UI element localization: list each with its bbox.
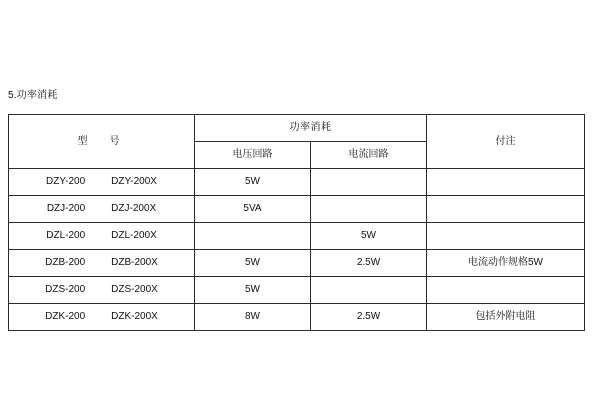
power-consumption-table bbox=[8, 114, 585, 331]
cell-voltage-circuit: 5VA bbox=[195, 196, 311, 223]
table-row bbox=[9, 250, 585, 277]
table-row bbox=[9, 223, 585, 250]
table-header bbox=[9, 115, 585, 169]
model-code-variant: DZL-200X bbox=[111, 230, 157, 241]
model-code-primary: DZY-200 bbox=[46, 176, 86, 187]
section-heading: 5.功率消耗 bbox=[8, 90, 58, 101]
model-code-variant: DZB-200X bbox=[111, 257, 158, 268]
header-power-consumption: 功率消耗 bbox=[195, 115, 427, 142]
model-code-primary: DZK-200 bbox=[45, 311, 86, 322]
cell-note bbox=[427, 169, 585, 196]
cell-note: 电流动作规格5W bbox=[427, 250, 585, 277]
model-code-variant: DZK-200X bbox=[111, 311, 158, 322]
cell-current-circuit: 5W bbox=[311, 223, 427, 250]
cell-note bbox=[427, 196, 585, 223]
model-code-variant: DZJ-200X bbox=[111, 203, 157, 214]
cell-voltage-circuit: 8W bbox=[195, 304, 311, 331]
cell-current-circuit bbox=[311, 196, 427, 223]
header-current-circuit: 电流回路 bbox=[311, 142, 427, 169]
cell-current-circuit: 2.5W bbox=[311, 304, 427, 331]
cell-voltage-circuit: 5W bbox=[195, 277, 311, 304]
model-code-primary: DZJ-200 bbox=[46, 203, 86, 214]
cell-note bbox=[427, 277, 585, 304]
model-code-primary: DZS-200 bbox=[45, 284, 86, 295]
model-code-primary: DZL-200 bbox=[46, 230, 86, 241]
cell-current-circuit bbox=[311, 277, 427, 304]
table-row bbox=[9, 169, 585, 196]
table-header-row-1 bbox=[9, 115, 585, 142]
power-consumption-table-wrapper bbox=[8, 114, 584, 331]
table-body bbox=[9, 169, 585, 331]
header-model: 型 号 bbox=[9, 115, 195, 169]
model-code-primary: DZB-200 bbox=[45, 257, 86, 268]
model-code-variant: DZS-200X bbox=[111, 284, 158, 295]
cell-voltage-circuit: 5W bbox=[195, 169, 311, 196]
header-note: 付注 bbox=[427, 115, 585, 169]
cell-note bbox=[427, 223, 585, 250]
cell-current-circuit bbox=[311, 169, 427, 196]
cell-voltage-circuit bbox=[195, 223, 311, 250]
model-code-variant: DZY-200X bbox=[111, 176, 157, 187]
table-row bbox=[9, 304, 585, 331]
cell-model bbox=[9, 304, 195, 331]
cell-model bbox=[9, 223, 195, 250]
cell-model bbox=[9, 169, 195, 196]
cell-voltage-circuit: 5W bbox=[195, 250, 311, 277]
cell-note: 包括外附电阻 bbox=[427, 304, 585, 331]
cell-model bbox=[9, 196, 195, 223]
header-voltage-circuit: 电压回路 bbox=[195, 142, 311, 169]
cell-model bbox=[9, 277, 195, 304]
cell-model bbox=[9, 250, 195, 277]
table-row bbox=[9, 196, 585, 223]
cell-current-circuit: 2.5W bbox=[311, 250, 427, 277]
table-row bbox=[9, 277, 585, 304]
